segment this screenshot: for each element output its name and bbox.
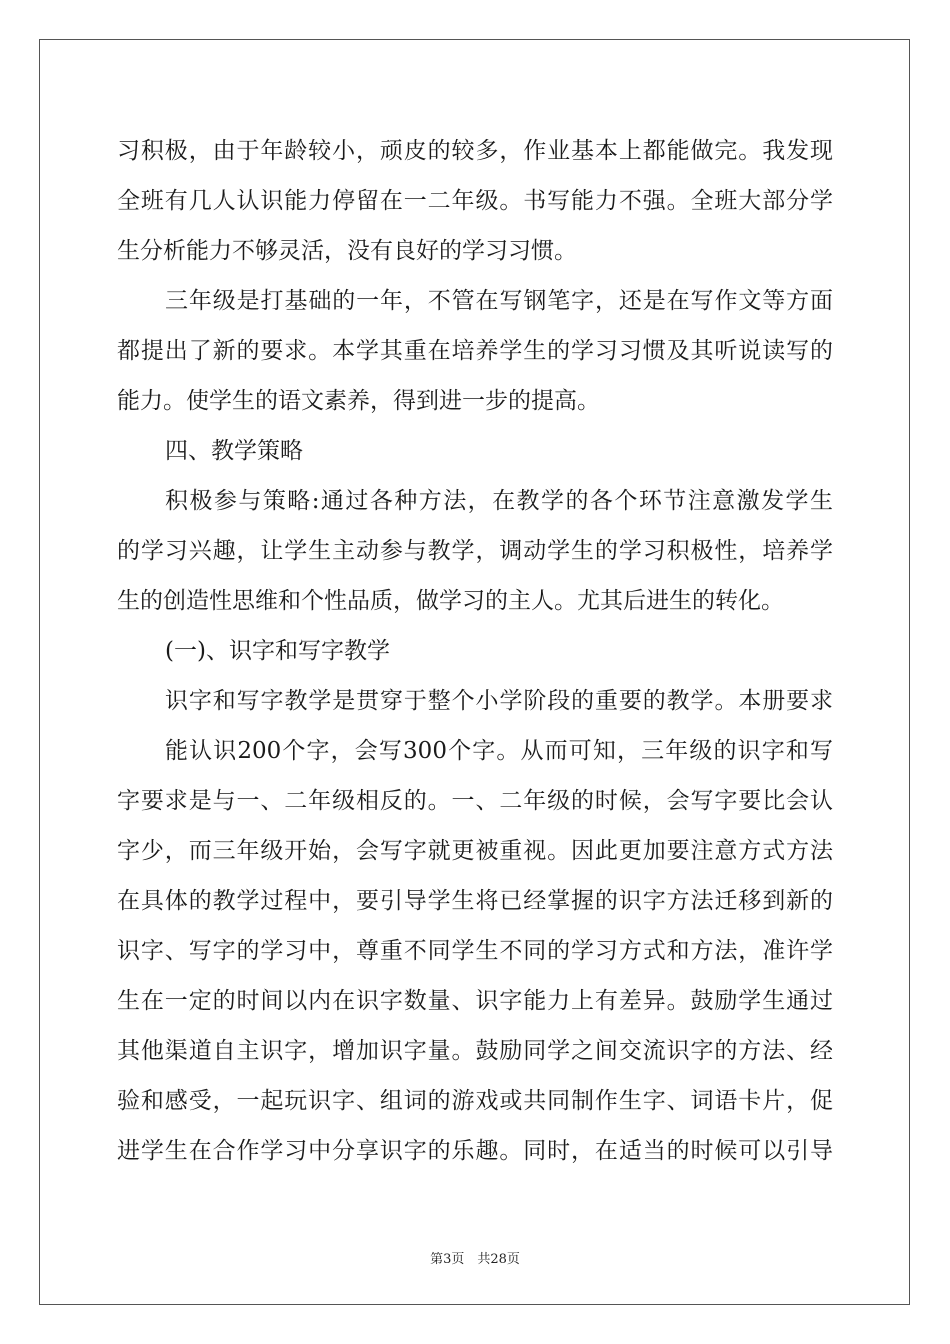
text-line: 字少，而三年级开始，会写字就更被重视。因此更加要注意方式方法	[117, 838, 833, 864]
page-number-footer: 第3页 共28页	[430, 1252, 520, 1267]
text-line: 验和感受，一起玩识字、组词的游戏或共同制作生字、词语卡片，促	[117, 1088, 833, 1114]
text-line: 能力。使学生的语文素养，得到进一步的提高。	[117, 388, 600, 414]
text-line: 都提出了新的要求。本学其重在培养学生的学习习惯及其听说读写的	[117, 338, 833, 364]
text-line: (一)、识字和写字教学	[165, 638, 390, 664]
text-line: 生的创造性思维和个性品质，做学习的主人。尤其后进生的转化。	[117, 588, 784, 614]
text-line: 字要求是与一、二年级相反的。一、二年级的时候，会写字要比会认	[117, 788, 833, 814]
text-line: 四、教学策略	[165, 438, 303, 464]
text-line: 生在一定的时间以内在识字数量、识字能力上有差异。鼓励学生通过	[117, 988, 833, 1014]
text-line: 能认识200个字，会写300个字。从而可知，三年级的识字和写	[165, 738, 833, 764]
text-line: 其他渠道自主识字，增加识字量。鼓励同学之间交流识字的方法、经	[117, 1038, 833, 1064]
text-line: 生分析能力不够灵活，没有良好的学习习惯。	[117, 238, 577, 264]
text-line: 习积极，由于年龄较小，顽皮的较多，作业基本上都能做完。我发现	[117, 138, 833, 164]
text-line: 识字、写字的学习中，尊重不同学生不同的学习方式和方法，准许学	[117, 938, 833, 964]
text-line: 的学习兴趣，让学生主动参与教学，调动学生的学习积极性，培养学	[117, 538, 833, 564]
text-line: 进学生在合作学习中分享识字的乐趣。同时，在适当的时候可以引导	[117, 1138, 833, 1164]
document-body	[117, 126, 833, 1176]
text-line: 识字和写字教学是贯穿于整个小学阶段的重要的教学。本册要求	[165, 688, 833, 714]
text-line: 三年级是打基础的一年，不管在写钢笔字，还是在写作文等方面	[165, 288, 833, 314]
text-line: 在具体的教学过程中，要引导学生将已经掌握的识字方法迁移到新的	[117, 888, 833, 914]
text-line: 全班有几人认识能力停留在一二年级。书写能力不强。全班大部分学	[117, 188, 833, 214]
text-line: 积极参与策略:通过各种方法，在教学的各个环节注意激发学生	[165, 488, 833, 514]
